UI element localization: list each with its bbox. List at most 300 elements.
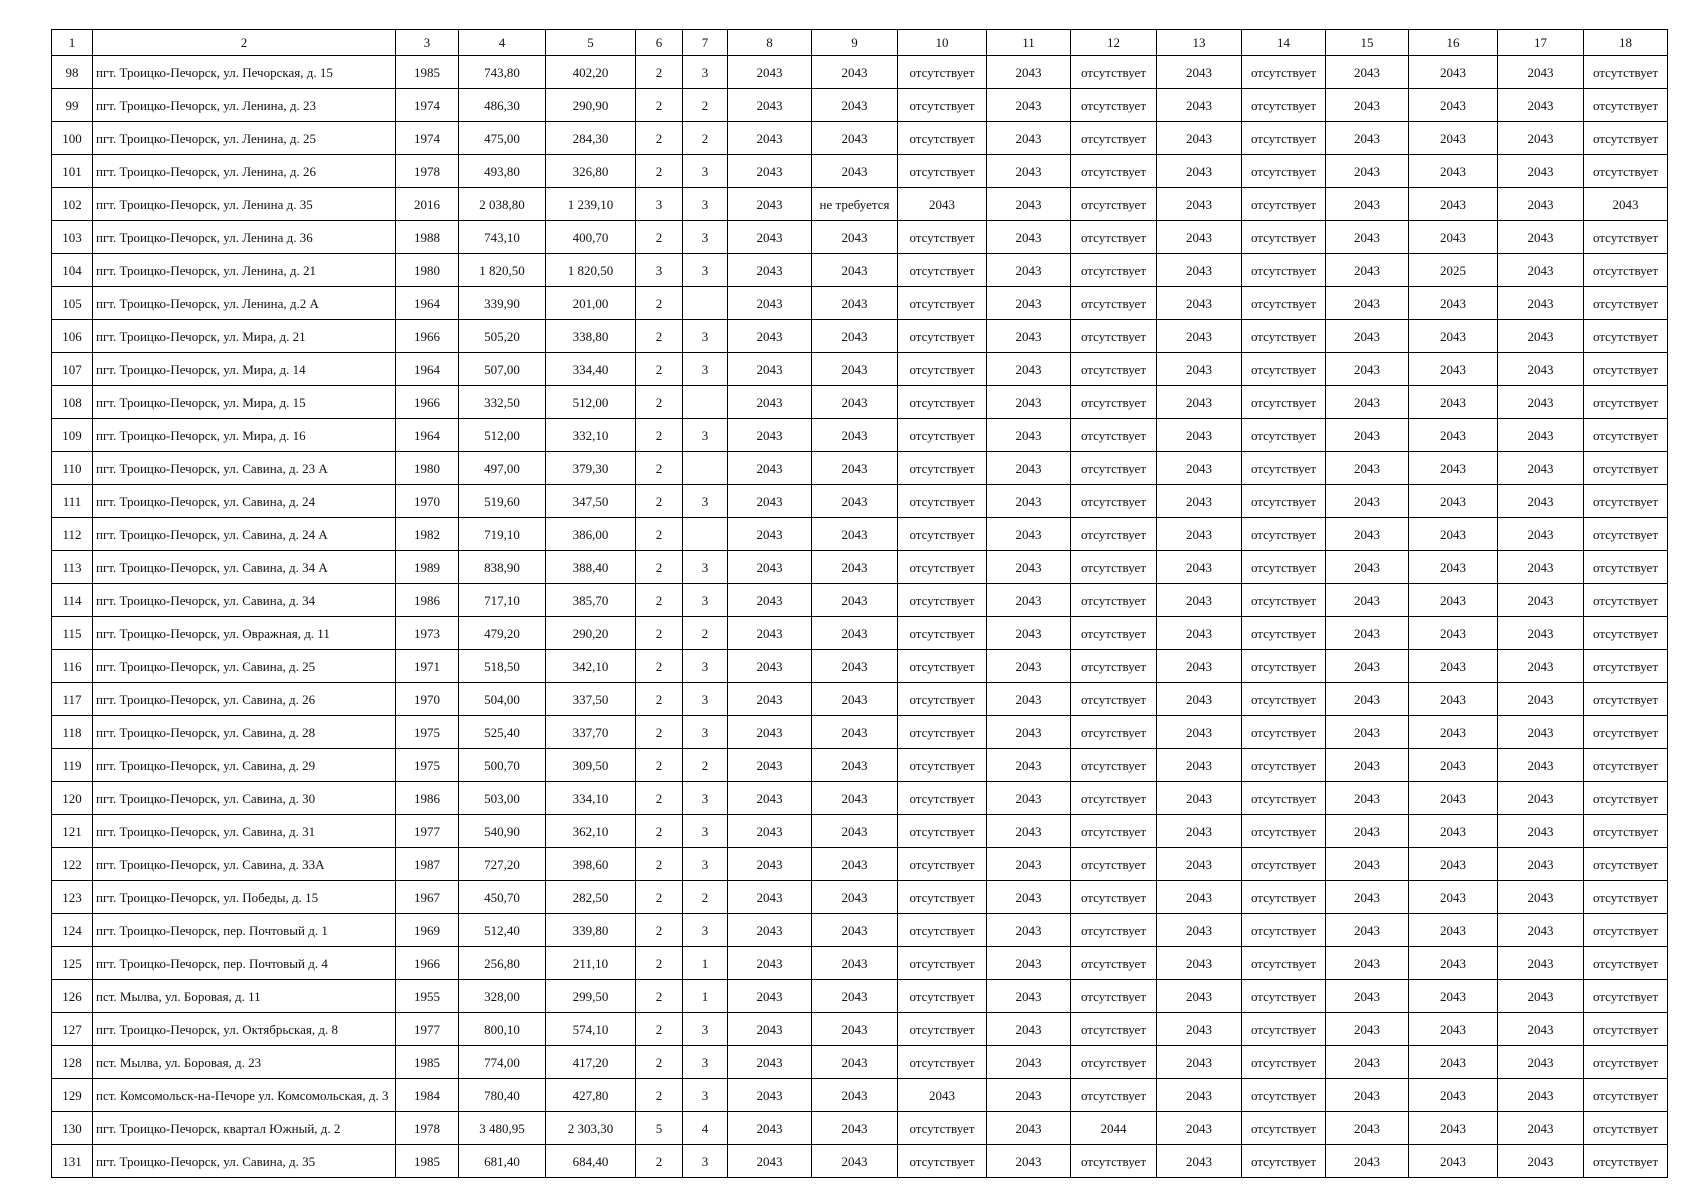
address-cell: пст. Комсомольск-на-Печоре ул. Комсомольская, д. 3 xyxy=(93,1079,396,1112)
table-cell: 2043 xyxy=(1409,1112,1498,1145)
table-cell: отсутствует xyxy=(1242,815,1326,848)
column-header-5: 5 xyxy=(546,30,636,56)
table-cell: 1 xyxy=(683,947,728,980)
table-row xyxy=(52,848,1668,881)
table-cell: отсутствует xyxy=(1071,914,1157,947)
table-cell: отсутствует xyxy=(1584,1079,1668,1112)
table-cell: отсутствует xyxy=(1584,254,1668,287)
table-cell: 2043 xyxy=(812,683,898,716)
table-cell: отсутствует xyxy=(1242,914,1326,947)
table-cell: 3 xyxy=(683,683,728,716)
table-cell: 332,10 xyxy=(546,419,636,452)
row-number-cell: 109 xyxy=(52,419,93,452)
table-cell: 450,70 xyxy=(459,881,546,914)
table-cell: 2 xyxy=(636,815,683,848)
table-cell: 2043 xyxy=(1326,386,1409,419)
address-cell: пгт. Троицко-Печорск, ул. Мира, д. 14 xyxy=(93,353,396,386)
table-cell: 3 xyxy=(683,815,728,848)
address-cell: пгт. Троицко-Печорск, ул. Савина, д. 30 xyxy=(93,782,396,815)
table-cell: отсутствует xyxy=(1071,1145,1157,1178)
table-cell: 2043 xyxy=(728,188,812,221)
table-cell: 507,00 xyxy=(459,353,546,386)
table-cell: 2043 xyxy=(812,947,898,980)
table-cell: отсутствует xyxy=(898,749,987,782)
table-cell: 525,40 xyxy=(459,716,546,749)
table-cell: 1966 xyxy=(396,320,459,353)
row-number-cell: 101 xyxy=(52,155,93,188)
table-cell: отсутствует xyxy=(898,56,987,89)
table-cell: не требуется xyxy=(812,188,898,221)
table-cell: 2043 xyxy=(1157,584,1242,617)
table-cell: отсутствует xyxy=(1584,1112,1668,1145)
table-cell: отсутствует xyxy=(1071,815,1157,848)
table-cell: отсутствует xyxy=(1242,584,1326,617)
table-row xyxy=(52,980,1668,1013)
table-cell: 1982 xyxy=(396,518,459,551)
table-cell: 2043 xyxy=(1498,947,1584,980)
row-number-cell: 100 xyxy=(52,122,93,155)
table-cell: 3 xyxy=(683,650,728,683)
table-cell: отсутствует xyxy=(1242,617,1326,650)
table-row xyxy=(52,485,1668,518)
table-cell: 800,10 xyxy=(459,1013,546,1046)
table-cell: 2043 xyxy=(898,1079,987,1112)
address-cell: пгт. Троицко-Печорск, ул. Мира, д. 16 xyxy=(93,419,396,452)
table-cell: 2043 xyxy=(1157,782,1242,815)
table-cell: 743,80 xyxy=(459,56,546,89)
table-cell: отсутствует xyxy=(1071,254,1157,287)
table-cell: 2 xyxy=(683,881,728,914)
table-cell: 2 xyxy=(636,782,683,815)
table-cell: 3 xyxy=(683,188,728,221)
table-cell: 2043 xyxy=(812,584,898,617)
table-cell: 2043 xyxy=(1326,650,1409,683)
table-cell: 2043 xyxy=(1326,749,1409,782)
table-cell: отсутствует xyxy=(1071,551,1157,584)
table-cell: 2043 xyxy=(1409,1013,1498,1046)
table-cell: отсутствует xyxy=(1242,221,1326,254)
table-cell: 2043 xyxy=(1326,419,1409,452)
table-cell: 3 xyxy=(683,551,728,584)
table-cell: 3 480,95 xyxy=(459,1112,546,1145)
table-cell: 2043 xyxy=(728,815,812,848)
table-cell: 2043 xyxy=(1157,254,1242,287)
table-cell: отсутствует xyxy=(898,386,987,419)
column-header-14: 14 xyxy=(1242,30,1326,56)
table-cell: 3 xyxy=(683,353,728,386)
table-cell: отсутствует xyxy=(898,716,987,749)
table-cell: 2 xyxy=(636,1079,683,1112)
table-cell: 2043 xyxy=(728,551,812,584)
table-cell: 2043 xyxy=(987,749,1071,782)
table-cell: отсутствует xyxy=(1242,947,1326,980)
table-cell: 2043 xyxy=(1498,1112,1584,1145)
table-cell: 2043 xyxy=(1409,617,1498,650)
table-cell: 2043 xyxy=(1498,320,1584,353)
table-cell: отсутствует xyxy=(1242,122,1326,155)
table-cell: 2043 xyxy=(812,815,898,848)
table-cell: 2043 xyxy=(987,287,1071,320)
column-header-15: 15 xyxy=(1326,30,1409,56)
table-cell: 2043 xyxy=(1409,716,1498,749)
table-cell: 2043 xyxy=(987,188,1071,221)
table-cell: 2043 xyxy=(1409,56,1498,89)
table-cell: 2043 xyxy=(1498,89,1584,122)
table-cell: 2043 xyxy=(987,452,1071,485)
table-cell: 2043 xyxy=(812,881,898,914)
table-cell: 2043 xyxy=(1326,452,1409,485)
table-cell: 2043 xyxy=(812,155,898,188)
address-cell: пгт. Троицко-Печорск, ул. Ленина, д.2 А xyxy=(93,287,396,320)
table-row xyxy=(52,122,1668,155)
table-body xyxy=(52,30,1668,1178)
table-cell: отсутствует xyxy=(898,1013,987,1046)
table-cell: 2 xyxy=(683,122,728,155)
column-header-12: 12 xyxy=(1071,30,1157,56)
table-cell: 2043 xyxy=(987,716,1071,749)
table-cell: отсутствует xyxy=(1071,1046,1157,1079)
table-cell: 1975 xyxy=(396,716,459,749)
table-cell: 2043 xyxy=(1409,650,1498,683)
table-cell: 2043 xyxy=(1498,485,1584,518)
table-cell: 2044 xyxy=(1071,1112,1157,1145)
table-cell: отсутствует xyxy=(898,881,987,914)
housing-repair-schedule-table xyxy=(51,29,1668,1178)
table-cell: отсутствует xyxy=(1584,848,1668,881)
table-cell: 2043 xyxy=(812,848,898,881)
table-cell: 512,00 xyxy=(459,419,546,452)
table-cell: 574,10 xyxy=(546,1013,636,1046)
table-cell: 2 xyxy=(636,947,683,980)
table-cell: 2043 xyxy=(728,56,812,89)
table-cell: 1989 xyxy=(396,551,459,584)
table-cell: 337,70 xyxy=(546,716,636,749)
table-cell: 2043 xyxy=(812,749,898,782)
table-cell: 2043 xyxy=(812,122,898,155)
table-cell: 2043 xyxy=(1498,122,1584,155)
address-cell: пст. Мылва, ул. Боровая, д. 23 xyxy=(93,1046,396,1079)
table-cell: 2043 xyxy=(1498,1013,1584,1046)
table-cell: 2043 xyxy=(1409,419,1498,452)
table-cell: 2043 xyxy=(1157,485,1242,518)
address-cell: пгт. Троицко-Печорск, ул. Печорская, д. 15 xyxy=(93,56,396,89)
table-cell: отсутствует xyxy=(1071,452,1157,485)
table-cell: отсутствует xyxy=(1071,683,1157,716)
table-cell: 2 xyxy=(636,980,683,1013)
table-cell: отсутствует xyxy=(1584,518,1668,551)
table-cell: 337,50 xyxy=(546,683,636,716)
table-cell: отсутствует xyxy=(898,353,987,386)
table-row xyxy=(52,947,1668,980)
table-cell: 2043 xyxy=(1498,782,1584,815)
table-cell: 339,80 xyxy=(546,914,636,947)
table-cell: 2043 xyxy=(1157,452,1242,485)
table-cell: отсутствует xyxy=(1242,1112,1326,1145)
table-cell: 2043 xyxy=(812,1046,898,1079)
table-cell: 2043 xyxy=(1326,1079,1409,1112)
table-cell: отсутствует xyxy=(898,1112,987,1145)
table-cell: 427,80 xyxy=(546,1079,636,1112)
table-cell: 2043 xyxy=(1326,683,1409,716)
table-cell: отсутствует xyxy=(1584,485,1668,518)
table-cell: 3 xyxy=(636,188,683,221)
table-cell: отсутствует xyxy=(1242,320,1326,353)
table-cell: 2043 xyxy=(1326,584,1409,617)
row-number-cell: 103 xyxy=(52,221,93,254)
address-cell: пст. Мылва, ул. Боровая, д. 11 xyxy=(93,980,396,1013)
table-cell: 2043 xyxy=(1157,881,1242,914)
column-header-16: 16 xyxy=(1409,30,1498,56)
table-cell: 2043 xyxy=(987,122,1071,155)
table-cell: 2043 xyxy=(1409,1145,1498,1178)
table-row xyxy=(52,749,1668,782)
table-cell: 2043 xyxy=(1157,1112,1242,1145)
table-row xyxy=(52,1145,1668,1178)
table-cell: 2043 xyxy=(1157,1079,1242,1112)
table-cell: отсутствует xyxy=(1071,848,1157,881)
table-cell: 2043 xyxy=(728,452,812,485)
table-cell: отсутствует xyxy=(898,914,987,947)
table-cell: 2 xyxy=(636,518,683,551)
table-cell: 3 xyxy=(683,155,728,188)
table-cell: отсутствует xyxy=(1071,749,1157,782)
table-cell: отсутствует xyxy=(1584,551,1668,584)
table-cell: отсутствует xyxy=(1242,1046,1326,1079)
table-cell: 2043 xyxy=(1326,320,1409,353)
table-cell: 2043 xyxy=(1498,716,1584,749)
table-cell: 2 303,30 xyxy=(546,1112,636,1145)
table-cell: 2 xyxy=(636,716,683,749)
table-cell: 2043 xyxy=(1409,221,1498,254)
table-cell: отсутствует xyxy=(1242,1013,1326,1046)
table-row xyxy=(52,353,1668,386)
table-cell: 2043 xyxy=(728,1046,812,1079)
table-cell: 3 xyxy=(683,56,728,89)
column-header-8: 8 xyxy=(728,30,812,56)
table-cell: 2043 xyxy=(987,56,1071,89)
table-cell: 2043 xyxy=(1326,221,1409,254)
table-cell: 2043 xyxy=(1498,914,1584,947)
column-header-3: 3 xyxy=(396,30,459,56)
table-cell: отсутствует xyxy=(898,584,987,617)
table-cell: отсутствует xyxy=(1242,551,1326,584)
table-row xyxy=(52,1112,1668,1145)
table-cell: 2043 xyxy=(812,419,898,452)
table-cell: 727,20 xyxy=(459,848,546,881)
table-cell: 332,50 xyxy=(459,386,546,419)
table-cell: отсутствует xyxy=(898,452,987,485)
table-cell: 2043 xyxy=(987,353,1071,386)
table-cell: 2 xyxy=(636,221,683,254)
table-cell: 417,20 xyxy=(546,1046,636,1079)
table-cell: 2043 xyxy=(1498,980,1584,1013)
table-cell: 2043 xyxy=(1498,551,1584,584)
row-number-cell: 120 xyxy=(52,782,93,815)
table-cell xyxy=(683,386,728,419)
table-cell: отсутствует xyxy=(1584,89,1668,122)
table-cell: 2043 xyxy=(1409,386,1498,419)
table-cell: отсутствует xyxy=(1584,1013,1668,1046)
table-cell: 388,40 xyxy=(546,551,636,584)
address-cell: пгт. Троицко-Печорск, ул. Савина, д. 34 xyxy=(93,584,396,617)
row-number-cell: 119 xyxy=(52,749,93,782)
table-cell: 2043 xyxy=(728,584,812,617)
table-cell: 2043 xyxy=(812,650,898,683)
table-cell: 2043 xyxy=(1409,485,1498,518)
address-cell: пгт. Троицко-Печорск, ул. Савина, д. 24 xyxy=(93,485,396,518)
table-cell: 2043 xyxy=(728,617,812,650)
table-cell: 1978 xyxy=(396,1112,459,1145)
table-cell: 2043 xyxy=(812,452,898,485)
table-cell: отсутствует xyxy=(1071,1079,1157,1112)
column-header-17: 17 xyxy=(1498,30,1584,56)
table-cell: 2043 xyxy=(1326,188,1409,221)
table-cell: 2043 xyxy=(1409,782,1498,815)
table-cell: отсутствует xyxy=(898,320,987,353)
table-cell: 379,30 xyxy=(546,452,636,485)
table-cell: 284,30 xyxy=(546,122,636,155)
table-cell: 2043 xyxy=(987,980,1071,1013)
column-header-7: 7 xyxy=(683,30,728,56)
table-cell: 2043 xyxy=(987,551,1071,584)
row-number-cell: 116 xyxy=(52,650,93,683)
table-cell: 1988 xyxy=(396,221,459,254)
table-cell: 2043 xyxy=(1326,1046,1409,1079)
table-cell: 2 xyxy=(636,617,683,650)
table-cell: 2043 xyxy=(1157,287,1242,320)
table-cell: 2043 xyxy=(812,617,898,650)
table-cell: 1985 xyxy=(396,56,459,89)
address-cell: пгт. Троицко-Печорск, ул. Савина, д. 23 А xyxy=(93,452,396,485)
table-cell: 338,80 xyxy=(546,320,636,353)
table-cell: 2 038,80 xyxy=(459,188,546,221)
row-number-cell: 118 xyxy=(52,716,93,749)
table-cell: 3 xyxy=(683,584,728,617)
table-cell: отсутствует xyxy=(1242,980,1326,1013)
table-cell: 1978 xyxy=(396,155,459,188)
table-cell: 2043 xyxy=(812,551,898,584)
address-cell: пгт. Троицко-Печорск, ул. Ленина д. 36 xyxy=(93,221,396,254)
row-number-cell: 117 xyxy=(52,683,93,716)
address-cell: пгт. Троицко-Печорск, ул. Мира, д. 15 xyxy=(93,386,396,419)
address-cell: пгт. Троицко-Печорск, ул. Ленина, д. 23 xyxy=(93,89,396,122)
row-number-cell: 124 xyxy=(52,914,93,947)
table-cell: отсутствует xyxy=(898,980,987,1013)
table-cell: 2043 xyxy=(1409,848,1498,881)
row-number-cell: 126 xyxy=(52,980,93,1013)
table-cell: 385,70 xyxy=(546,584,636,617)
table-cell: отсутствует xyxy=(1242,1079,1326,1112)
address-cell: пгт. Троицко-Печорск, ул. Ленина д. 35 xyxy=(93,188,396,221)
address-cell: пгт. Троицко-Печорск, ул. Октябрьская, д. 8 xyxy=(93,1013,396,1046)
table-cell: 2043 xyxy=(1409,881,1498,914)
table-cell: отсутствует xyxy=(1584,947,1668,980)
table-cell: 2043 xyxy=(812,716,898,749)
table-cell: 2043 xyxy=(728,518,812,551)
table-cell: 2043 xyxy=(1409,815,1498,848)
address-cell: пгт. Троицко-Печорск, ул. Савина, д. 25 xyxy=(93,650,396,683)
table-cell: 400,70 xyxy=(546,221,636,254)
table-cell: отсутствует xyxy=(1584,1046,1668,1079)
table-cell: отсутствует xyxy=(1242,749,1326,782)
row-number-cell: 112 xyxy=(52,518,93,551)
table-cell: отсутствует xyxy=(1242,650,1326,683)
table-row xyxy=(52,254,1668,287)
column-header-1: 1 xyxy=(52,30,93,56)
table-cell: 2043 xyxy=(987,947,1071,980)
table-cell: отсутствует xyxy=(1242,881,1326,914)
row-number-cell: 122 xyxy=(52,848,93,881)
table-cell: 2043 xyxy=(728,782,812,815)
table-cell: 2043 xyxy=(987,518,1071,551)
table-cell: 2043 xyxy=(728,947,812,980)
row-number-cell: 104 xyxy=(52,254,93,287)
table-cell: 2043 xyxy=(1326,1112,1409,1145)
table-cell: 3 xyxy=(683,221,728,254)
table-cell: отсутствует xyxy=(898,518,987,551)
table-cell: 2043 xyxy=(1498,287,1584,320)
table-cell: 497,00 xyxy=(459,452,546,485)
address-cell: пгт. Троицко-Печорск, ул. Савина, д. 24 А xyxy=(93,518,396,551)
table-cell: отсутствует xyxy=(1242,353,1326,386)
table-cell: 386,00 xyxy=(546,518,636,551)
table-cell: 1966 xyxy=(396,947,459,980)
table-cell: 2043 xyxy=(812,1079,898,1112)
table-row xyxy=(52,1013,1668,1046)
table-cell: 2043 xyxy=(728,914,812,947)
table-cell: отсутствует xyxy=(1071,1013,1157,1046)
table-cell: 2043 xyxy=(1326,782,1409,815)
table-cell: 1986 xyxy=(396,782,459,815)
table-cell: 2043 xyxy=(812,386,898,419)
table-cell: 3 xyxy=(683,320,728,353)
table-cell: 493,80 xyxy=(459,155,546,188)
column-header-10: 10 xyxy=(898,30,987,56)
column-header-4: 4 xyxy=(459,30,546,56)
table-cell: отсутствует xyxy=(898,815,987,848)
table-row xyxy=(52,914,1668,947)
address-cell: пгт. Троицко-Печорск, ул. Овражная, д. 11 xyxy=(93,617,396,650)
table-cell: отсутствует xyxy=(1071,980,1157,1013)
table-row xyxy=(52,518,1668,551)
table-cell: 2043 xyxy=(1157,155,1242,188)
table-cell: 2 xyxy=(636,320,683,353)
table-cell: 2043 xyxy=(1409,1079,1498,1112)
table-cell: 2 xyxy=(636,914,683,947)
table-cell: 2043 xyxy=(728,749,812,782)
row-number-cell: 98 xyxy=(52,56,93,89)
table-cell: 2043 xyxy=(1409,947,1498,980)
table-cell: 2043 xyxy=(1157,419,1242,452)
table-cell: 512,40 xyxy=(459,914,546,947)
table-cell: 2043 xyxy=(812,320,898,353)
table-cell: отсутствует xyxy=(1242,683,1326,716)
address-cell: пгт. Троицко-Печорск, ул. Мира, д. 21 xyxy=(93,320,396,353)
column-header-6: 6 xyxy=(636,30,683,56)
table-cell: 5 xyxy=(636,1112,683,1145)
row-number-cell: 131 xyxy=(52,1145,93,1178)
table-cell: 2043 xyxy=(812,254,898,287)
table-cell: 2043 xyxy=(1498,452,1584,485)
table-cell: 334,40 xyxy=(546,353,636,386)
table-cell: 2043 xyxy=(1409,155,1498,188)
table-cell: 2043 xyxy=(987,221,1071,254)
table-cell: 2043 xyxy=(812,1013,898,1046)
table-cell: 504,00 xyxy=(459,683,546,716)
table-cell: отсутствует xyxy=(1584,287,1668,320)
table-row xyxy=(52,155,1668,188)
table-cell: 2043 xyxy=(728,287,812,320)
